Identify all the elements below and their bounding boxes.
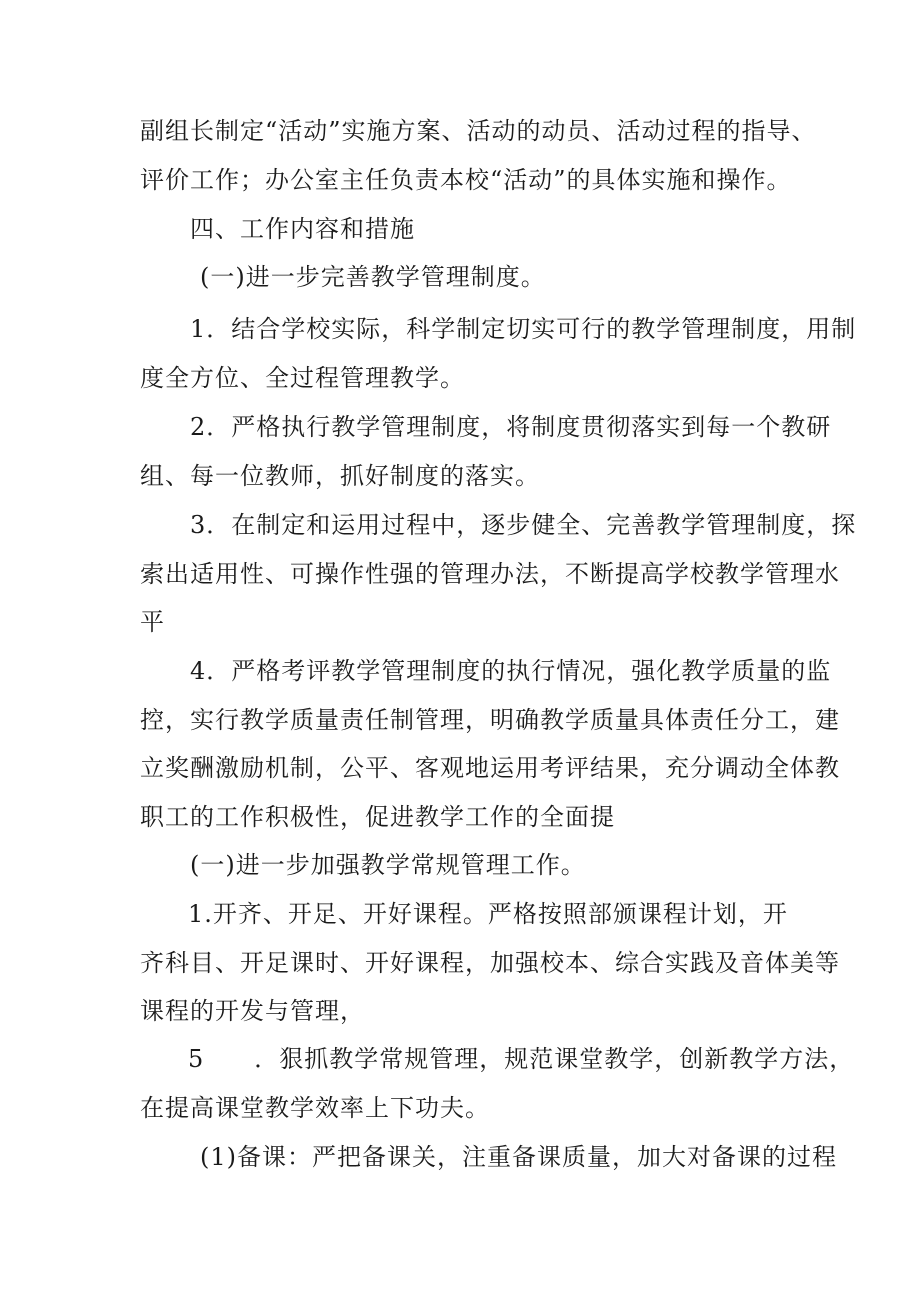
paragraph-line: 索出适用性、可操作性强的管理办法，不断提高学校教学管理水 <box>140 560 840 588</box>
paragraph-line: 组、每一位教师，抓好制度的落实。 <box>140 462 540 490</box>
paragraph-line: 立奖酬激励机制，公平、客观地运用考评结果，充分调动全体教 <box>140 754 840 782</box>
paragraph-line: 5 ．狠抓教学常规管理，规范课堂教学，创新教学方法， <box>188 1045 855 1073</box>
paragraph-line: 度全方位、全过程管理教学。 <box>140 364 465 392</box>
paragraph-line: 副组长制定“活动”实施方案、活动的动员、活动过程的指导、 <box>140 117 817 145</box>
paragraph-line: 4．严格考评教学管理制度的执行情况，强化教学质量的监 <box>190 657 832 685</box>
paragraph-line: 职工的工作积极性，促进教学工作的全面提 <box>140 803 615 831</box>
paragraph-line: 2．严格执行教学管理制度，将制度贯彻落实到每一个教研 <box>190 413 832 441</box>
paragraph-line: 1．结合学校实际，科学制定切实可行的教学管理制度，用制 <box>190 315 857 343</box>
paragraph-line: (1)备课：严把备课关，注重备课质量，加大对备课的过程 <box>200 1143 837 1171</box>
paragraph-line: 在提高课堂教学效率上下功夫。 <box>140 1094 490 1122</box>
paragraph-line: 控，实行教学质量责任制管理，明确教学质量具体责任分工，建 <box>140 706 840 734</box>
subsection-heading: (一)进一步加强教学常规管理工作。 <box>190 851 586 879</box>
paragraph-line: 3．在制定和运用过程中，逐步健全、完善教学管理制度，探 <box>190 511 857 539</box>
paragraph-line: 平 <box>140 608 165 636</box>
paragraph-line: 齐科目、开足课时、开好课程，加强校本、综合实践及音体美等 <box>140 949 840 977</box>
paragraph-line: 1.开齐、开足、开好课程。严格按照部颁课程计划，开 <box>188 900 788 928</box>
section-heading: 四、工作内容和措施 <box>190 215 415 243</box>
paragraph-line: 评价工作；办公室主任负责本校“活动”的具体实施和操作。 <box>140 166 792 194</box>
subsection-heading: (一)进一步完善教学管理制度。 <box>200 263 546 291</box>
paragraph-line: 课程的开发与管理， <box>140 997 365 1025</box>
